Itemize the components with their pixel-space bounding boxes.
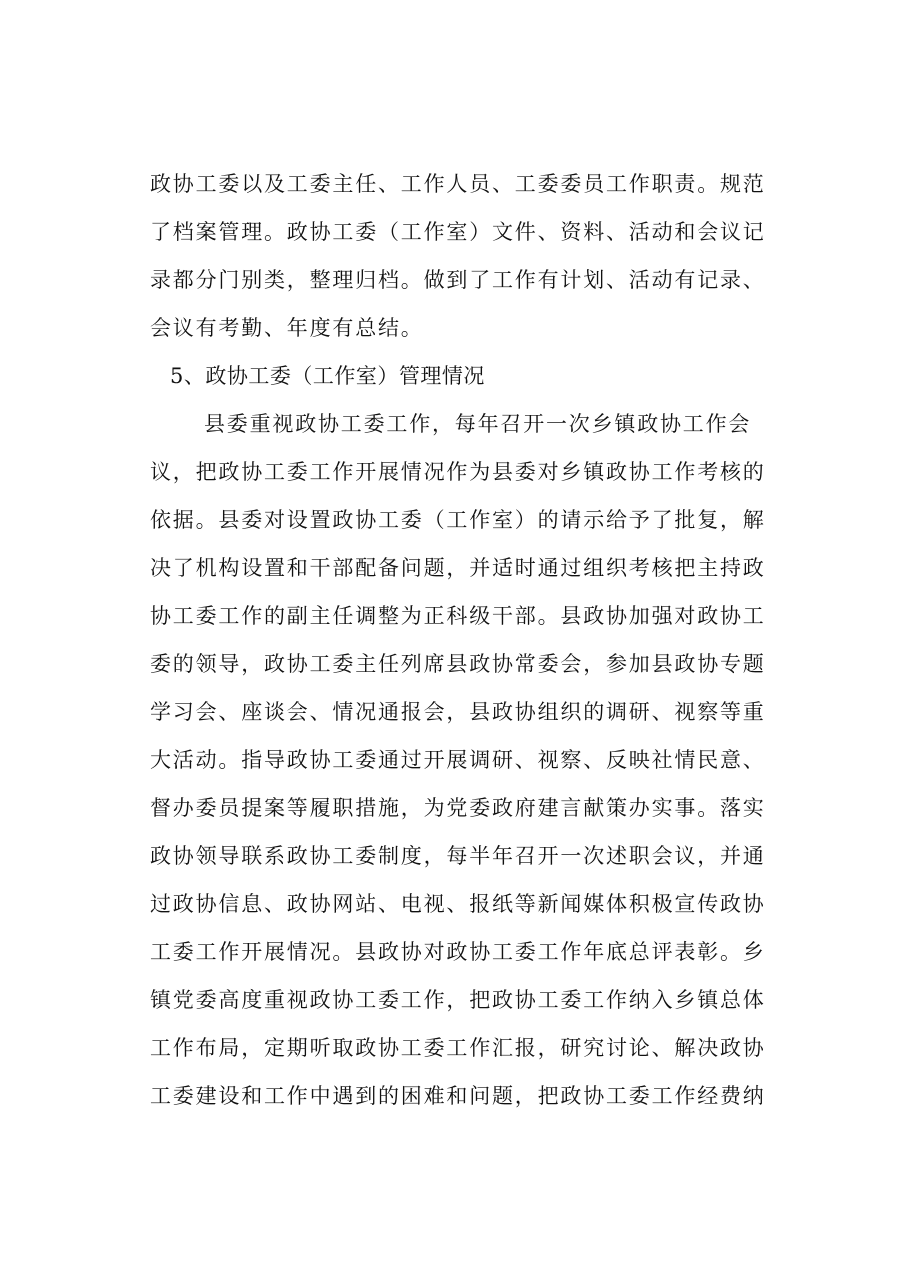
paragraph-1-line-1: 政协工委以及工委主任、工作人员、工委委员工作职责。规范 [150, 172, 766, 196]
paragraph-2-line-9: 督办委员提案等履职措施，为党委政府建言献策办实事。落实 [150, 796, 766, 820]
paragraph-2-line-14: 工作布局，定期听取政协工委工作汇报，研究讨论、解决政协 [150, 1036, 766, 1060]
paragraph-2-line-12: 工委工作开展情况。县政协对政协工委工作年底总评表彰。乡 [150, 940, 766, 964]
paragraph-1-line-4: 会议有考勤、年度有总结。 [150, 316, 424, 340]
paragraph-1-line-2: 了档案管理。政协工委（工作室）文件、资料、活动和会议记 [150, 220, 766, 244]
paragraph-2-line-6: 委的领导，政协工委主任列席县政协常委会，参加县政协专题 [150, 652, 766, 676]
paragraph-2-line-13: 镇党委高度重视政协工委工作，把政协工委工作纳入乡镇总体 [150, 988, 766, 1012]
paragraph-2-line-15: 工委建设和工作中遇到的困难和问题，把政协工委工作经费纳 [150, 1084, 766, 1108]
paragraph-2-line-10: 政协领导联系政协工委制度，每半年召开一次述职会议，并通 [150, 844, 766, 868]
paragraph-2-line-2: 议，把政协工委工作开展情况作为县委对乡镇政协工作考核的 [150, 460, 766, 484]
paragraph-2-line-8: 大活动。指导政协工委通过开展调研、视察、反映社情民意、 [150, 748, 766, 772]
paragraph-2-line-3: 依据。县委对设置政协工委（工作室）的请示给予了批复，解 [150, 508, 766, 532]
paragraph-2-line-5: 协工委工作的副主任调整为正科级干部。县政协加强对政协工 [150, 604, 766, 628]
paragraph-2-line-4: 决了机构设置和干部配备问题，并适时通过组织考核把主持政 [150, 556, 766, 580]
paragraph-1-line-3: 录都分门别类，整理归档。做到了工作有计划、活动有记录、 [150, 268, 766, 292]
section-heading: 5、政协工委（工作室）管理情况 [170, 364, 485, 388]
paragraph-2-line-1: 县委重视政协工委工作，每年召开一次乡镇政协工作会 [204, 412, 752, 436]
paragraph-2-line-11: 过政协信息、政协网站、电视、报纸等新闻媒体积极宣传政协 [150, 892, 766, 916]
paragraph-2-line-7: 学习会、座谈会、情况通报会，县政协组织的调研、视察等重 [150, 700, 766, 724]
